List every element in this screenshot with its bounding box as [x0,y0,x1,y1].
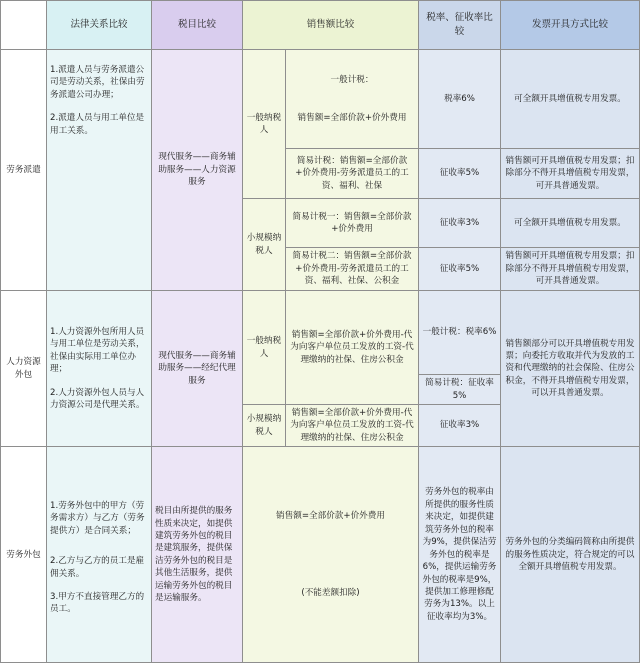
dispatch-legal-2: 2.派遣人员与用工单位是用工关系。 [50,113,145,136]
hr-general-rate: 一般计税：税率6% [419,291,501,375]
dispatch-tax-item: 现代服务——商务辅助服务——人力资源服务 [152,50,243,291]
dispatch-general-method [286,50,419,149]
hr-simple-rate: 简易计税：征收率5% [419,375,501,405]
labor-amount-formula: 销售额=全部价款+价外费用 [276,511,385,522]
row-label-labor: 劳务外包 [1,447,47,663]
dispatch-small1-invoice: 可全额开具增值税专用发票。 [501,199,640,248]
dispatch-simple-rate: 征收率5% [419,149,501,199]
header-sales: 销售额比较 [243,1,419,50]
header-rate: 税率、征收率比较 [419,1,501,50]
labor-tax-item: 税目由所提供的服务性质来决定，如提供建筑劳务外包的税目是建筑服务，提供保洁劳务外包的税目是其他生活服务，提供运输劳务外包的税目是运输服务。 [152,447,243,663]
labor-legal-1: 1.劳务外包中的甲方（劳务需求方）与乙方（劳务提供方）是合同关系； [50,500,145,536]
dispatch-general-invoice: 可全额开具增值税专用发票。 [501,50,640,149]
dispatch-small-simple2: 简易计税二：销售额=全部价款+价外费用-劳务派遣员工的工资、福利、社保、公积金 [286,248,419,291]
dispatch-legal-1: 1.派遣人员与劳务派遣公司是劳动关系，社保由劳务派遣公司办理； [50,65,145,100]
hr-small-amount: 销售额=全部价款+价外费用-代为向客户单位员工发放的工资-代理缴纳的社保、住房公积金 [286,405,419,447]
labor-amount [243,447,419,663]
hr-tax-item: 现代服务——商务辅助服务——经纪代理服务 [152,291,243,447]
dispatch-general-method-amount: 销售额=全部价款+价外费用 [297,113,407,123]
hr-small-rate: 征收率3% [419,405,501,447]
dispatch-small-simple1: 简易计税一：销售额=全部价款+价外费用 [286,199,419,248]
header-legal: 法律关系比较 [47,1,152,50]
labor-no-deduction-note: (不能差额扣除) [301,587,360,598]
header-corner [1,1,47,50]
labor-legal-3: 3.甲方不直接管理乙方的员工。 [50,592,145,615]
hr-small-taxpayer: 小规模纳税人 [243,405,286,447]
header-row [1,1,640,50]
hr-general-amount: 销售额=全部价款+价外费用-代为向客户单位员工发放的工资-代理缴纳的社保、住房公积金 [286,291,419,405]
dispatch-small1-rate: 征收率3% [419,199,501,248]
hr-legal [47,291,152,447]
hr-general-taxpayer: 一般纳税人 [243,291,286,405]
dispatch-legal [47,50,152,291]
hr-row-general [1,291,640,375]
row-label-dispatch: 劳务派遣 [1,50,47,291]
labor-invoice: 劳务外包的分类编码简称由所提供的服务性质决定，符合规定的可以全额开具增值税专用发票。 [501,447,640,663]
dispatch-simple-invoice: 销售额可开具增值税专用发票；扣除部分不得开具增值税专用发票，可开具普通发票。 [501,149,640,199]
labor-legal [47,447,152,663]
dispatch-small-taxpayer: 小规模纳税人 [243,199,286,291]
hr-legal-1: 1.人力资源外包所用人员与用工单位是劳动关系，社保由实际用工单位办理； [50,326,145,375]
hr-legal-2: 2.人力资源外包人员与人力资源公司是代理关系。 [50,387,145,411]
header-invoice: 发票开具方式比较 [501,1,640,50]
labor-rate: 劳务外包的税率由所提供的服务性质来决定，如提供建筑劳务外包的税率为9%，提供保洁劳务外包的税率是6%，提供运输劳务外包的税率是9%，提供加工修理修配劳务为13%。以上征收率均为3%。 [419,447,501,663]
dispatch-simple-method: 简易计税：销售额=全部价款+价外费用-劳务派遣员工的工资、福利、社保 [286,149,419,199]
labor-row [1,447,640,663]
header-tax-item: 税目比较 [152,1,243,50]
dispatch-row-general [1,50,640,149]
dispatch-small2-rate: 征收率5% [419,248,501,291]
dispatch-general-taxpayer: 一般纳税人 [243,50,286,199]
hr-invoice: 销售额部分可以开具增值税专用发票；向委托方收取并代为发放的工资和代理缴纳的社会保险、住房公积金，不得开具增值税专用发票，可以开具普通发票。 [501,291,640,447]
labor-legal-2: 2.乙方与乙方的员工是雇佣关系。 [50,556,145,579]
dispatch-general-rate: 税率6% [419,50,501,149]
row-label-hr: 人力资源外包 [1,291,47,447]
dispatch-general-method-title: 一般计税： [330,74,374,85]
dispatch-small2-invoice: 销售额可开具增值税专用发票；扣除部分不得开具增值税专用发票，可开具普通发票。 [501,248,640,291]
